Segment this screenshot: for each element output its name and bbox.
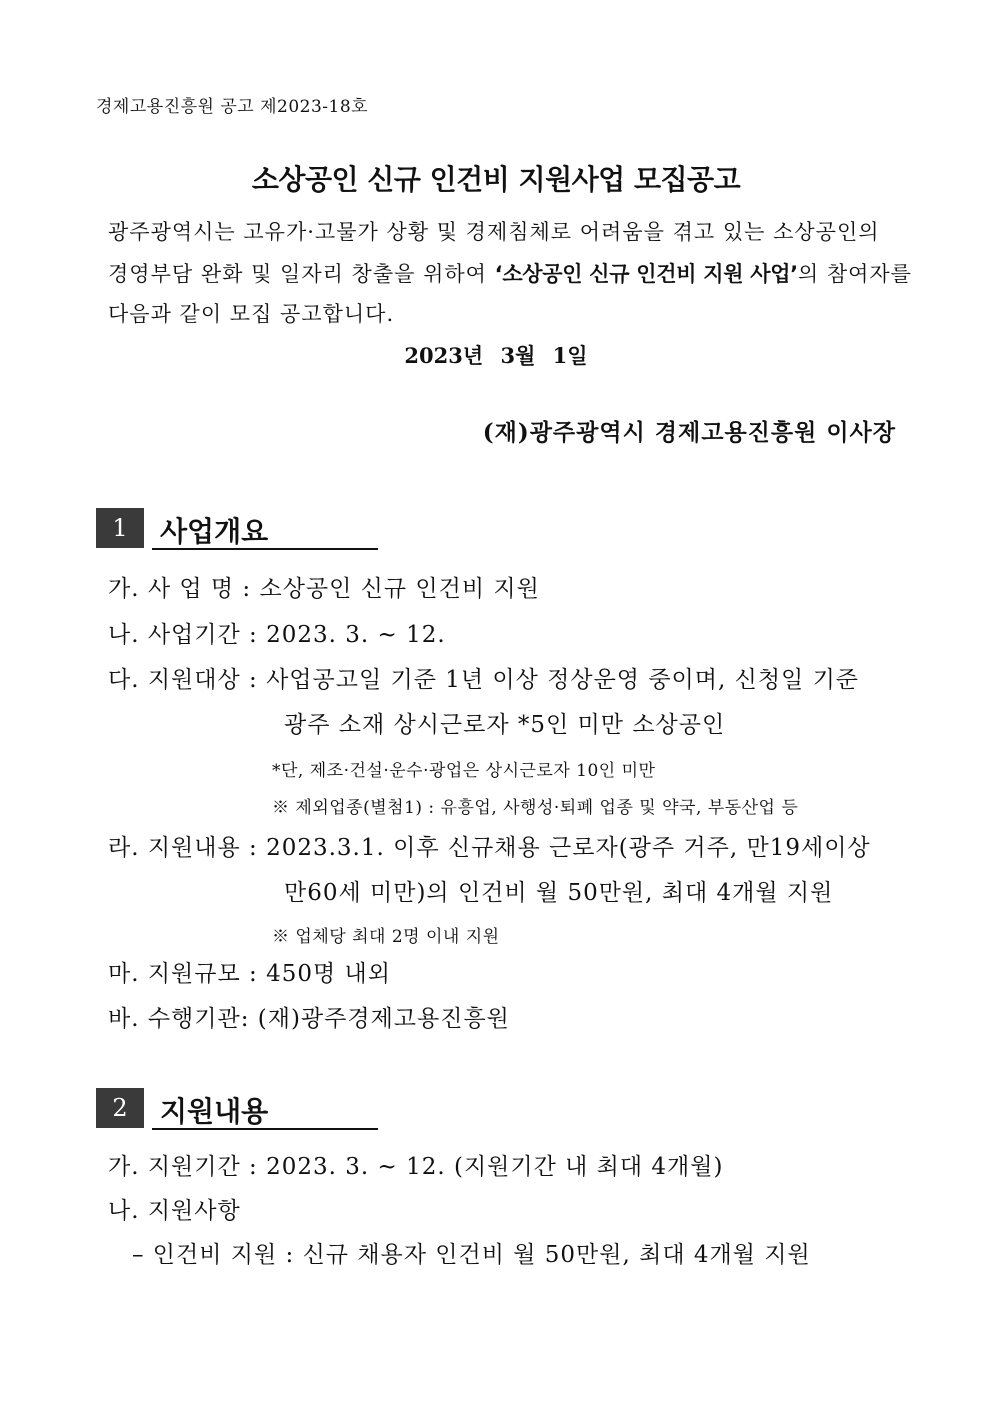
- intro-line-1: 광주광역시는 고유가·고물가 상황 및 경제침체로 어려움을 겪고 있는 소상공인의: [108, 220, 880, 244]
- section-underline: [152, 548, 378, 550]
- issuer: (재)광주광역시 경제고용진흥원 이사장: [482, 419, 896, 446]
- intro-line-3: 다음과 같이 모집 공고합니다.: [108, 302, 395, 326]
- list-item: 가. 사 업 명 : 소상공인 신규 인건비 지원: [108, 576, 540, 602]
- document-title: 소상공인 신규 인건비 지원사업 모집공고: [251, 163, 741, 196]
- list-item-continuation: 만60세 미만)의 인건비 월 50만원, 최대 4개월 지원: [284, 880, 834, 906]
- list-item: 다. 지원대상 : 사업공고일 기준 1년 이상 정상운영 중이며, 신청일 기준: [108, 667, 860, 693]
- list-item: 마. 지원규모 : 450명 내외: [108, 961, 391, 987]
- section-2-heading: [96, 1088, 378, 1128]
- intro-line-2: [108, 258, 912, 288]
- footnote: *단, 제조·건설·운수·광업은 상시근로자 10인 미만: [272, 761, 656, 781]
- section-1-heading: [96, 508, 378, 548]
- program-name-bold: ‘소상공인 신규 인건비 지원 사업’: [494, 262, 798, 286]
- list-item: 가. 지원기간 : 2023. 3. ~ 12. (지원기간 내 최대 4개월): [108, 1154, 724, 1180]
- intro-line-2-pre: 경영부담 완화 및 일자리 창출을 위하여: [108, 262, 495, 286]
- list-item: 바. 수행기관: (재)광주경제고용진흥원: [108, 1006, 510, 1032]
- list-item: 나. 사업기간 : 2023. 3. ~ 12.: [108, 622, 446, 648]
- list-item: 나. 지원사항: [108, 1198, 241, 1224]
- section-title: 지원내용: [160, 1095, 269, 1128]
- footnote: ※ 제외업종(별첨1) : 유흥업, 사행성·퇴폐 업종 및 약국, 부동산업 등: [272, 798, 799, 818]
- section-number-badge: 2: [96, 1088, 144, 1128]
- section-number-badge: 1: [96, 508, 144, 548]
- notice-number: 경제고용진흥원 공고 제2023-18호: [96, 97, 369, 117]
- list-item-continuation: 광주 소재 상시근로자 *5인 미만 소상공인: [284, 712, 726, 738]
- footnote: ※ 업체당 최대 2명 이내 지원: [272, 927, 500, 947]
- sub-list-item: – 인건비 지원 : 신규 채용자 인건비 월 50만원, 최대 4개월 지원: [132, 1242, 811, 1268]
- intro-line-2-post: 의 참여자를: [797, 262, 912, 286]
- announcement-date: 2023년 3월 1일: [404, 343, 588, 368]
- section-title: 사업개요: [160, 515, 269, 548]
- section-underline: [152, 1128, 378, 1130]
- list-item: 라. 지원내용 : 2023.3.1. 이후 신규채용 근로자(광주 거주, 만19세이상: [108, 835, 871, 861]
